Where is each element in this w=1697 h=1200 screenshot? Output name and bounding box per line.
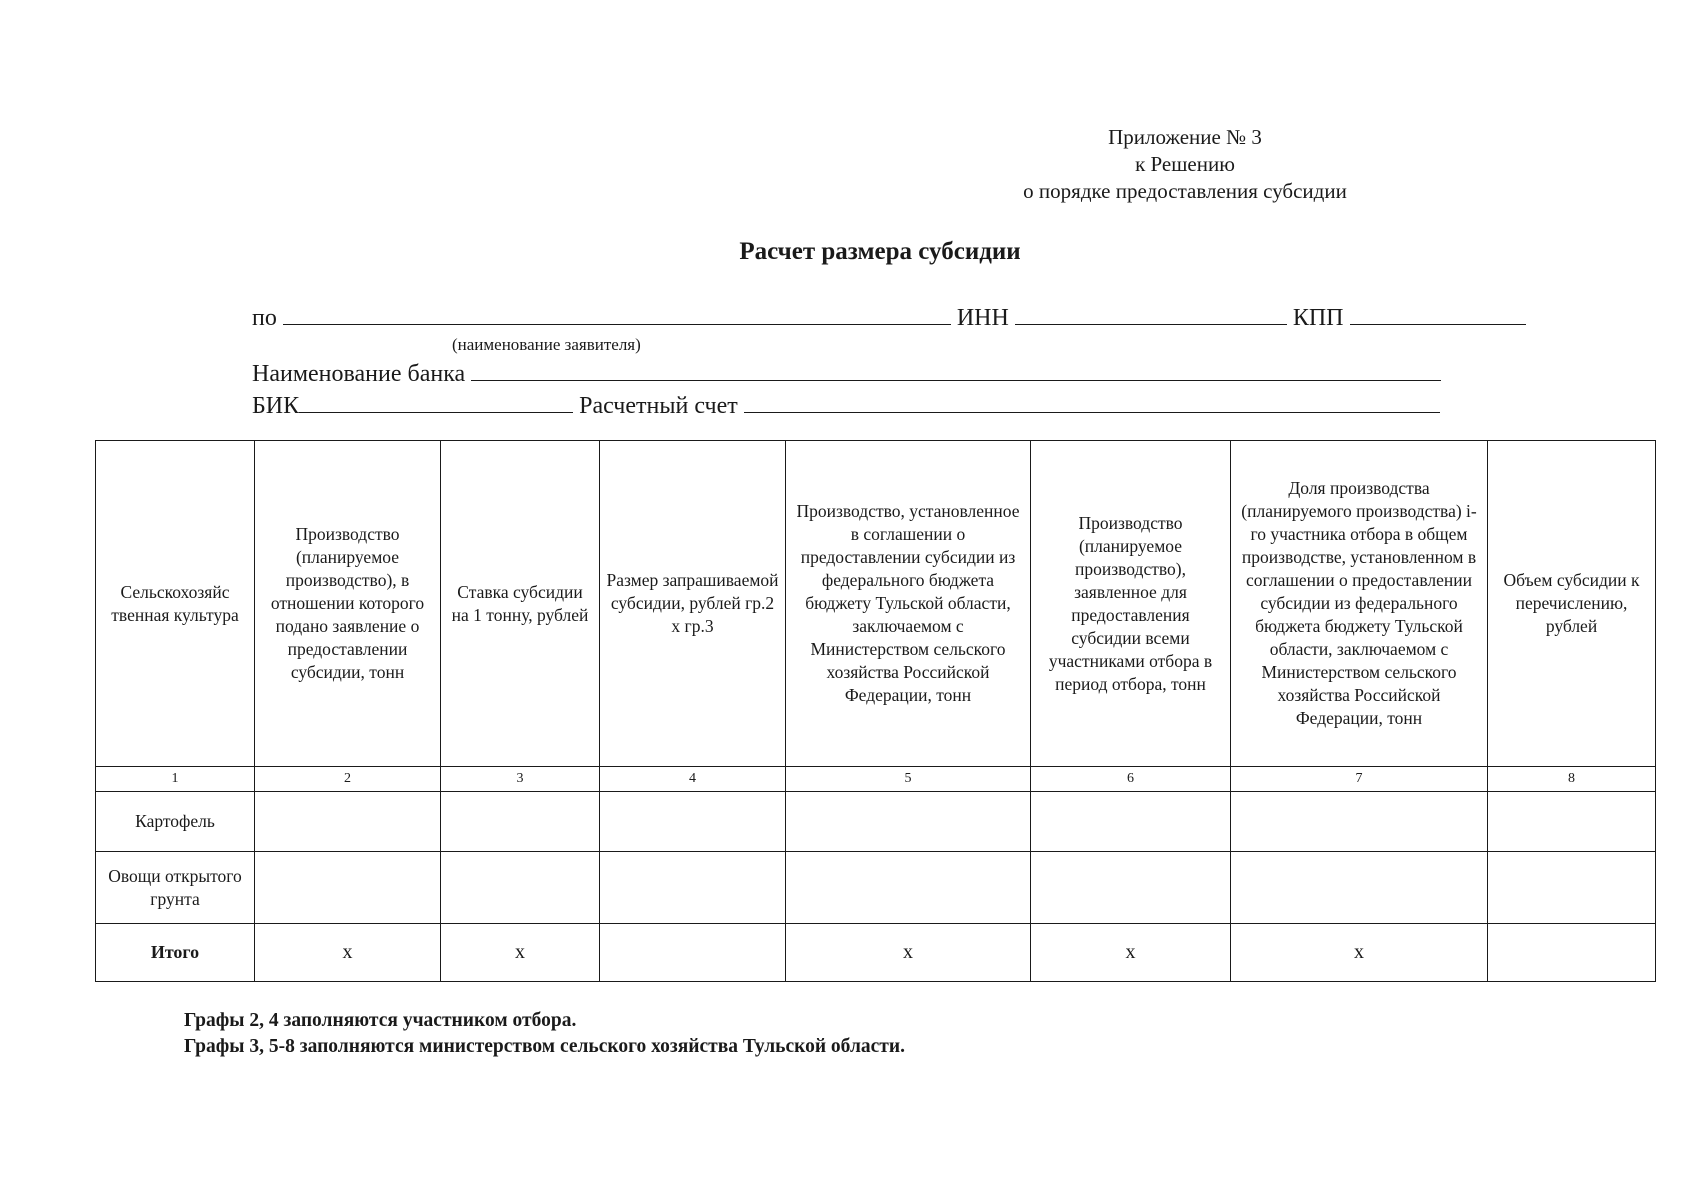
- applicant-name-field[interactable]: [283, 302, 951, 325]
- table-row: [96, 852, 1656, 924]
- header-cell: Производство, установленное в соглашении о предоставлении субсидии из федерального бюджета бюджету Тульской области, заключаемом с Министерством сельского хозяйства Российской Федерации, тонн: [786, 441, 1031, 767]
- bik-field[interactable]: [299, 390, 573, 413]
- column-number: 8: [1488, 767, 1656, 792]
- total-cell: х: [1231, 924, 1488, 982]
- footnote-participant: Графы 2, 4 заполняются участником отбора.: [184, 1010, 577, 1031]
- applicant-line: [252, 302, 1526, 332]
- account-field[interactable]: [744, 390, 1440, 413]
- bik-account-line: [252, 390, 1440, 420]
- account-label: Расчетный счет: [579, 393, 738, 419]
- data-cell[interactable]: [441, 792, 600, 852]
- table-row: [96, 792, 1656, 852]
- subsidy-table: [95, 440, 1656, 982]
- data-cell[interactable]: [786, 792, 1031, 852]
- total-cell: х: [255, 924, 441, 982]
- data-cell[interactable]: [600, 792, 786, 852]
- appendix-subject: о порядке предоставления субсидии: [1023, 179, 1347, 203]
- inn-label: ИНН: [956, 305, 1009, 331]
- footnotes: [184, 1008, 905, 1060]
- header-cell: Сельскохозяйс твенная культура: [96, 441, 255, 767]
- bank-line: [252, 358, 1441, 388]
- kpp-field[interactable]: [1350, 302, 1526, 325]
- applicant-caption: (наименование заявителя): [452, 335, 641, 354]
- document-title: Расчет размера субсидии: [739, 238, 1021, 265]
- column-number: 1: [96, 767, 255, 792]
- data-cell[interactable]: [1488, 792, 1656, 852]
- header-cell: Доля производства (планируемого производства) i-го участника отбора в общем производстве, установленном в соглашении о предоставлении субсидии из федерального бюджета бюджету Тульской области, заключаемом с Министерством сельского хозяйства Российской Федерации, тонн: [1231, 441, 1488, 767]
- data-cell[interactable]: [1031, 852, 1231, 924]
- appendix-decision: к Решению: [1135, 152, 1235, 176]
- data-cell[interactable]: [1031, 792, 1231, 852]
- header-cell: Объем субсидии к перечислению, рублей: [1488, 441, 1656, 767]
- column-number-row: [96, 767, 1656, 792]
- data-cell[interactable]: [1488, 852, 1656, 924]
- data-cell[interactable]: [786, 852, 1031, 924]
- header-cell: Ставка субсидии на 1 тонну, рублей: [441, 441, 600, 767]
- total-row: [96, 924, 1656, 982]
- header-cell: Производство (планируемое производство), заявленное для предоставления субсидии всеми участниками отбора в период отбора, тонн: [1031, 441, 1231, 767]
- total-cell: х: [786, 924, 1031, 982]
- total-cell[interactable]: [600, 924, 786, 982]
- column-number: 4: [600, 767, 786, 792]
- header-row: [96, 441, 1656, 767]
- kpp-label: КПП: [1292, 305, 1344, 331]
- total-cell: х: [441, 924, 600, 982]
- bank-name-field[interactable]: [471, 358, 1441, 381]
- header-cell: Производство (планируемое производство), в отношении которого подано заявление о предоставлении субсидии, тонн: [255, 441, 441, 767]
- column-number: 3: [441, 767, 600, 792]
- data-cell[interactable]: [255, 852, 441, 924]
- bik-label: БИК: [252, 393, 300, 419]
- column-number: 2: [255, 767, 441, 792]
- footnote-ministry: Графы 3, 5-8 заполняются министерством сельского хозяйства Тульской области.: [184, 1036, 905, 1057]
- column-number: 5: [786, 767, 1031, 792]
- total-cell: х: [1031, 924, 1231, 982]
- data-cell[interactable]: [600, 852, 786, 924]
- total-cell[interactable]: [1488, 924, 1656, 982]
- header-cell: Размер запрашиваемой субсидии, рублей гр.2 х гр.3: [600, 441, 786, 767]
- bank-label: Наименование банка: [252, 361, 466, 387]
- inn-field[interactable]: [1015, 302, 1287, 325]
- column-number: 6: [1031, 767, 1231, 792]
- data-cell[interactable]: [441, 852, 600, 924]
- crop-name-cell: Овощи открытого грунта: [96, 852, 255, 924]
- column-number: 7: [1231, 767, 1488, 792]
- total-label: Итого: [96, 924, 255, 982]
- appendix-header: [960, 124, 1410, 205]
- data-cell[interactable]: [1231, 852, 1488, 924]
- po-label: по: [252, 305, 277, 331]
- appendix-number: Приложение № 3: [1108, 125, 1262, 149]
- data-cell[interactable]: [1231, 792, 1488, 852]
- data-cell[interactable]: [255, 792, 441, 852]
- crop-name-cell: Картофель: [96, 792, 255, 852]
